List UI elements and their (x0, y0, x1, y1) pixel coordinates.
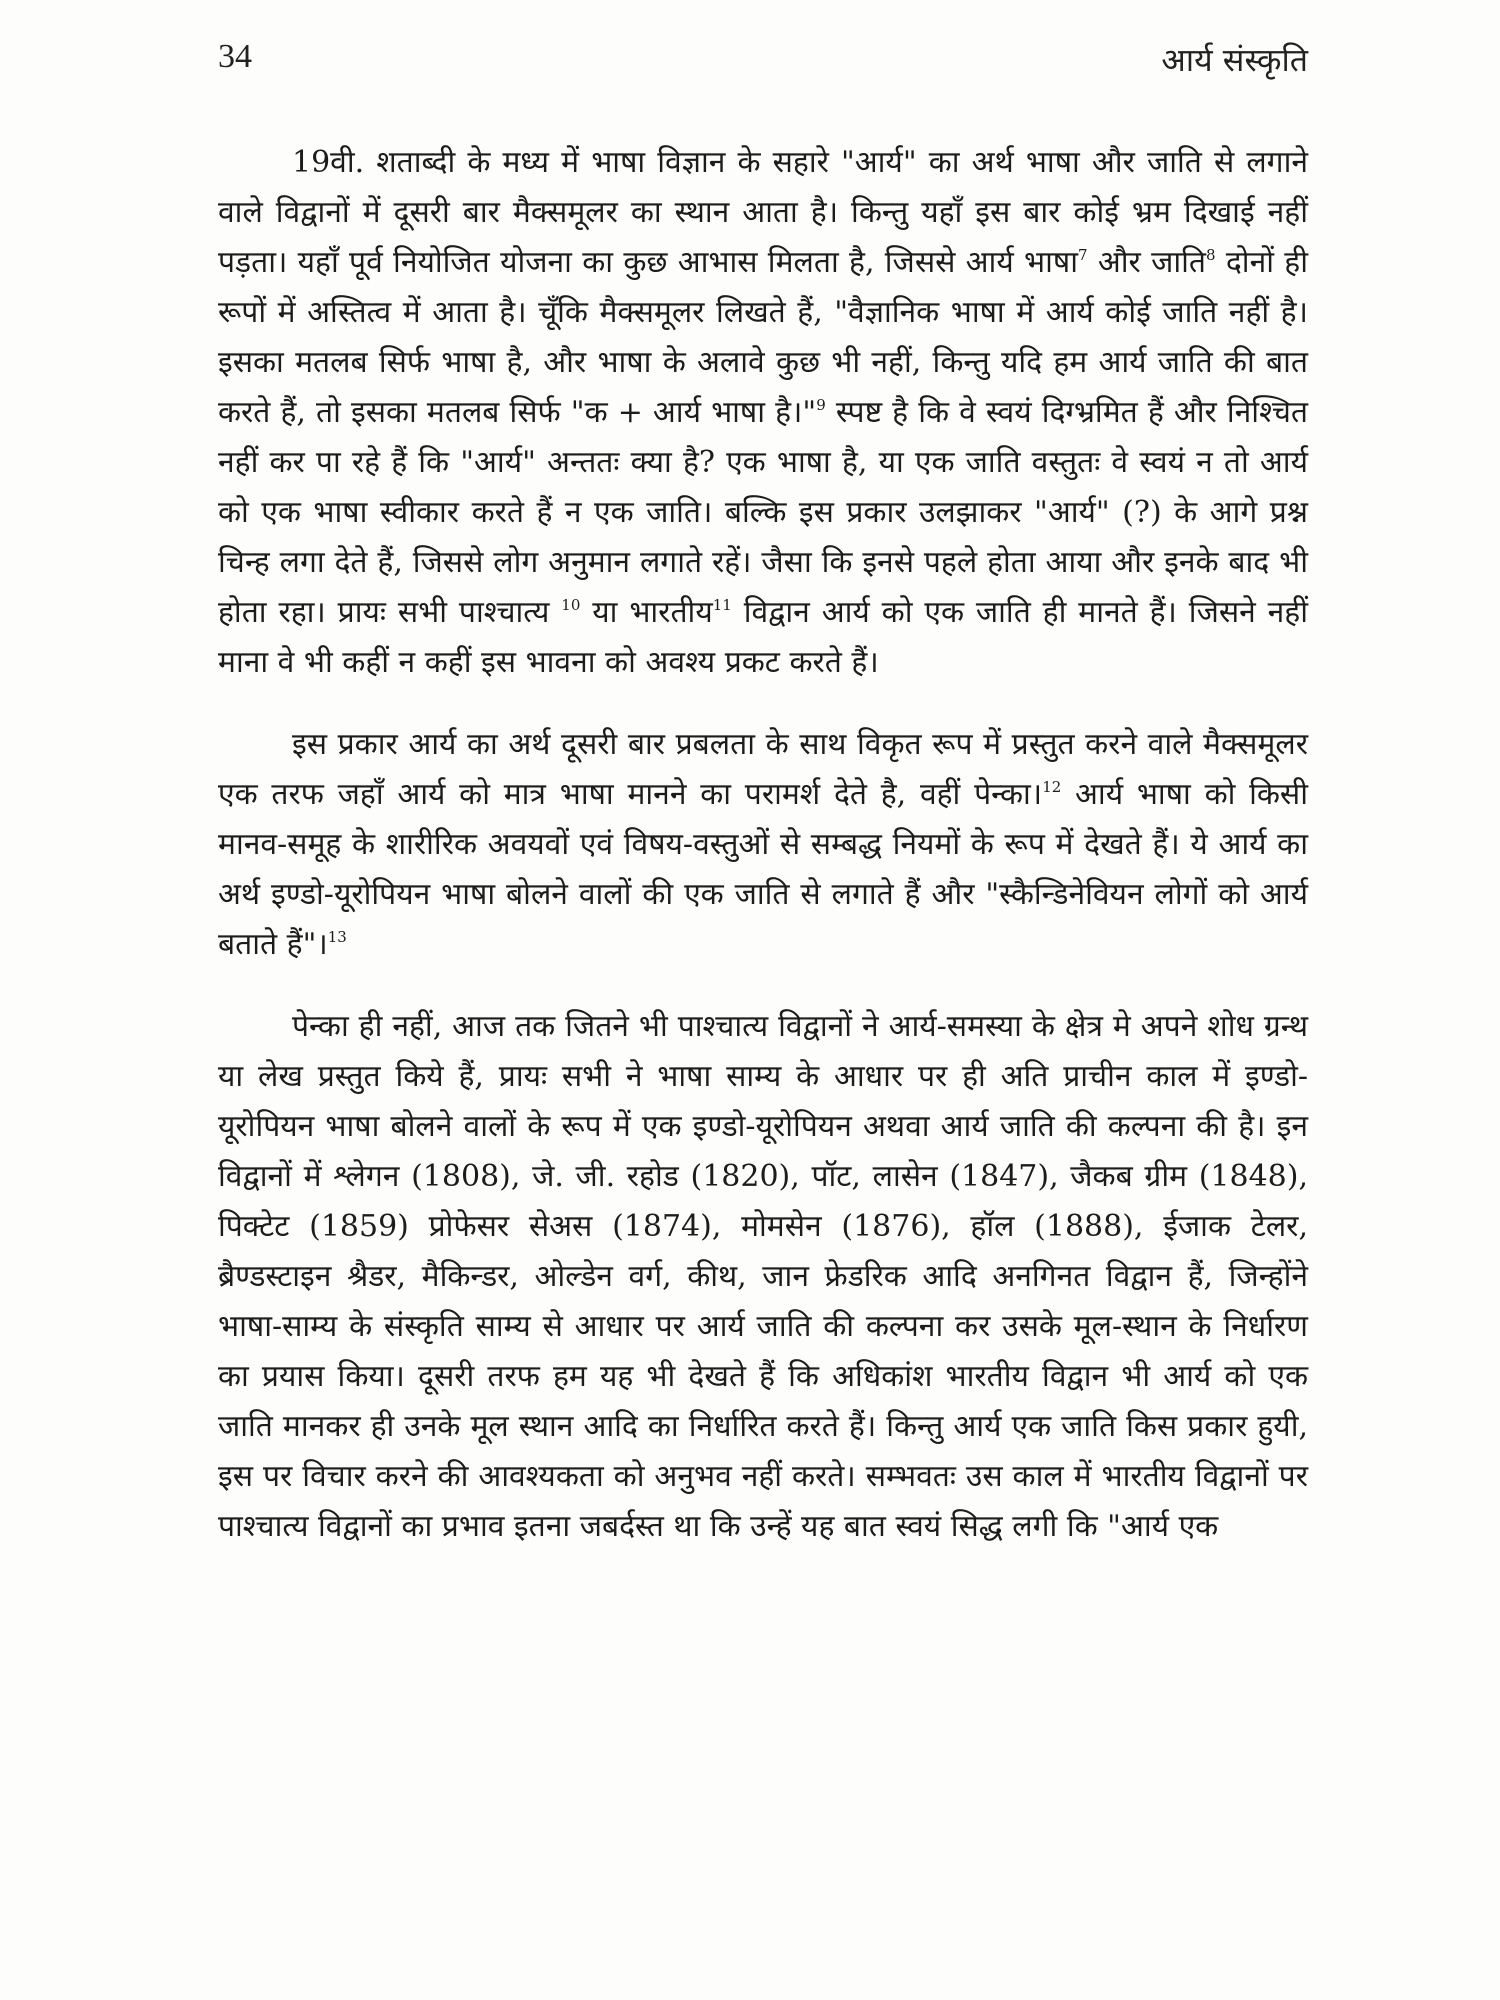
text-segment: स्पष्ट है कि वे स्वयं दिग्भ्रमित हैं और निश्चित नहीं कर पा रहे हैं कि "आर्य" अन्ततः क्या है? एक भाषा है, या एक जाति वस्तुतः वे स्वयं न तो आर्य को एक भाषा स्वीकार करते हैं न एक जाति। बल्कि इस प्रकार उलझाकर "आर्य" (?) के आगे प्रश्न चिन्ह लगा देते हैं, जिससे लोग अनुमान लगाते रहें। जैसा कि इनसे पहले होता आया और इनके बाद भी होता रहा। प्रायः सभी पाश्चात्य (218, 395, 1308, 630)
page-header (218, 38, 1308, 90)
text-segment: 19वी. शताब्दी के मध्य में भाषा विज्ञान के सहारे "आर्य" का अर्थ भाषा और जाति से लगाने वाले विद्वानों में दूसरी बार मैक्समूलर का स्थान आता है। किन्तु यहाँ इस बार कोई भ्रम दिखाई नहीं पड़ता। यहाँ पूर्व नियोजित योजना का कुछ आभास मिलता है, जिससे आर्य भाषा (218, 145, 1308, 280)
paragraph-3 (218, 1002, 1308, 1552)
footnote-ref-7: 7 (1078, 246, 1088, 264)
footnote-ref-13: 13 (327, 928, 347, 946)
footnote-ref-11: 11 (712, 596, 732, 614)
footnote-ref-10: 10 (561, 596, 581, 614)
paragraph-2 (218, 720, 1308, 970)
page-number: 34 (218, 38, 252, 75)
paragraph-1 (218, 138, 1308, 688)
footnote-ref-12: 12 (1042, 778, 1062, 796)
text-segment: विद्वान आर्य को एक जाति ही मानते हैं। जिसने नहीं माना वे भी कहीं न कहीं इस भावना को अवश्य प्रकट करते हैं। (218, 595, 1308, 680)
footnote-ref-8: 8 (1206, 246, 1216, 264)
text-segment: या भारतीय (580, 595, 713, 630)
text-segment: और जाति (1087, 245, 1207, 280)
running-head: आर्य संस्कृति (1161, 41, 1308, 79)
text-segment: पेन्का ही नहीं, आज तक जितने भी पाश्चात्य विद्वानों ने आर्य-समस्या के क्षेत्र मे अपने शोध ग्रन्थ या लेख प्रस्तुत किये हैं, प्रायः सभी ने भाषा साम्य के आधार पर ही अति प्राचीन काल में इण्डो-यूरोपियन भाषा बोलने वालों के रूप में एक इण्डो-यूरोपियन अथवा आर्य जाति की कल्पना की है। इन विद्वानों में श्लेगन (1808), जे. जी. रहोड (1820), पॉट, लासेन (1847), जैकब ग्रीम (1848), पिक्टेट (1859) प्रोफेसर सेअस (1874), मोमसेन (1876), हॉल (1888), ईजाक टेलर, ब्रैण्डस्टाइन श्रैडर, मैकिन्डर, ओल्डेन वर्ग, कीथ, जान फ्रेडरिक आदि अनगिनत विद्वान हैं, जिन्होंने भाषा-साम्य के संस्कृति साम्य से आधार पर आर्य जाति की कल्पना कर उसके मूल-स्थान के निर्धारण का प्रयास किया। दूसरी तरफ हम यह भी देखते हैं कि अधिकांश भारतीय विद्वान भी आर्य को एक जाति मानकर ही उनके मूल स्थान आदि का निर्धारित करते हैं। किन्तु आर्य एक जाति किस प्रकार हुयी, इस पर विचार करने की आवश्यकता को अनुभव नहीं करते। सम्भवतः उस काल में भारतीय विद्वानों पर पाश्चात्य विद्वानों का प्रभाव इतना जबर्दस्त था कि उन्हें यह बात स्वयं सिद्ध लगी कि "आर्य एक (218, 1009, 1308, 1544)
body-text (218, 138, 1308, 1584)
text-segment: दोनों ही रूपों में अस्तित्व में आता है। चूँकि मैक्समूलर लिखते हैं, "वैज्ञानिक भाषा में आर्य कोई जाति नहीं है। इसका मतलब सिर्फ भाषा है, और भाषा के अलावे कुछ भी नहीं, किन्तु यदि हम आर्य जाति की बात करते हैं, तो इसका मतलब सिर्फ "क + आर्य भाषा है।" (218, 245, 1308, 430)
footnote-ref-9: 9 (816, 396, 826, 414)
text-segment: इस प्रकार आर्य का अर्थ दूसरी बार प्रबलता के साथ विकृत रूप में प्रस्तुत करने वाले मैक्समूलर एक तरफ जहाँ आर्य को मात्र भाषा मानने का परामर्श देते है, वहीं पेन्का। (218, 727, 1308, 812)
text-segment: आर्य भाषा को किसी मानव-समूह के शारीरिक अवयवों एवं विषय-वस्तुओं से सम्बद्ध नियमों के रूप में देखते हैं। ये आर्य का अर्थ इण्डो-यूरोपियन भाषा बोलने वालों की एक जाति से लगाते हैं और "स्कैन्डिनेवियन लोगों को आर्य बताते हैं"। (218, 777, 1308, 962)
